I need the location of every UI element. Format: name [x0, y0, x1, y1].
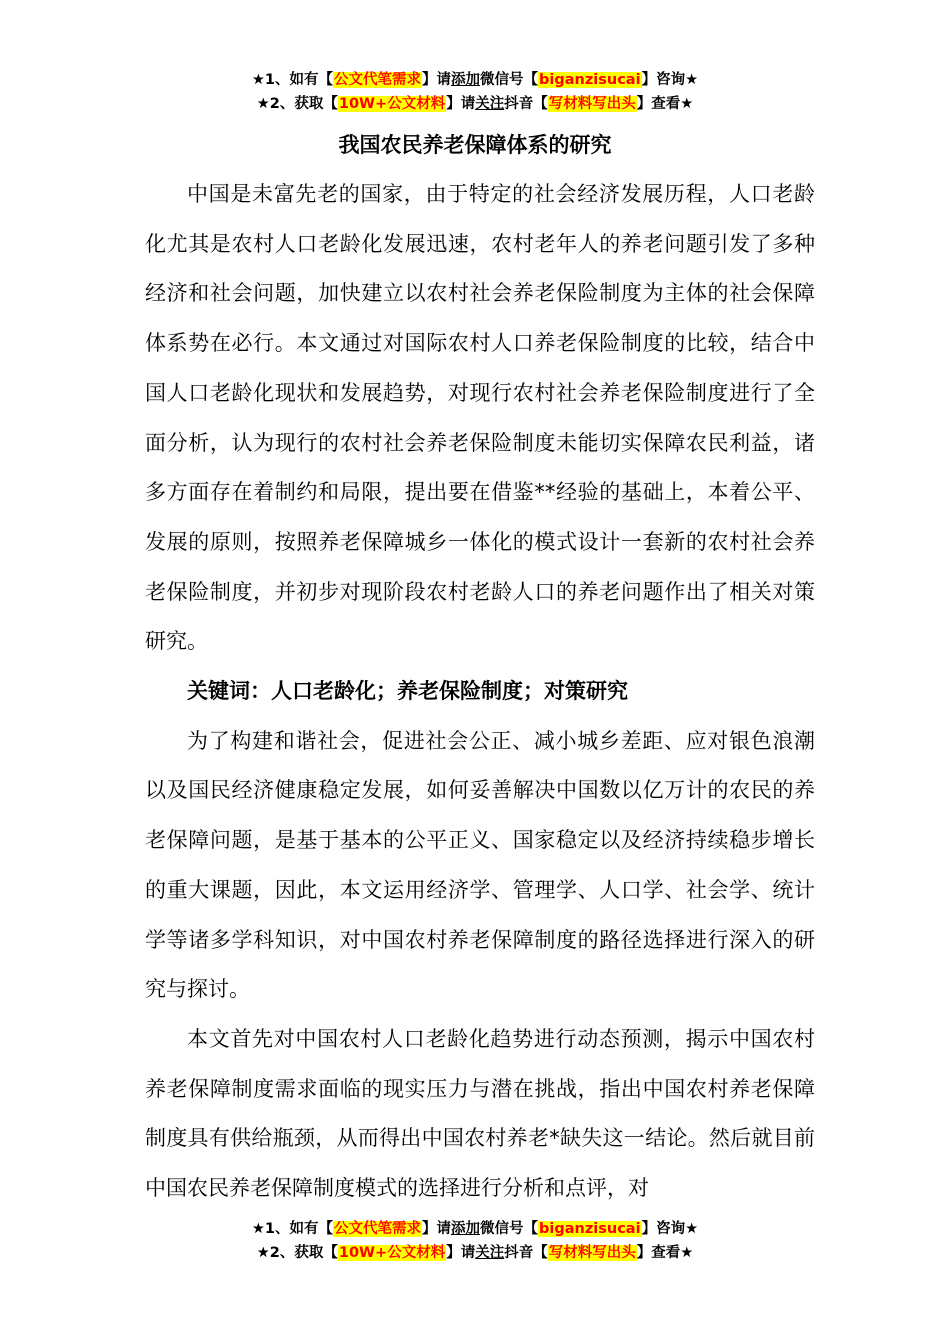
promo-highlight: 10W+公文材料 [338, 1245, 446, 1261]
promo-line-2: ★2、获取【10W+公文材料】请关注抖音【写材料写出头】查看★ [256, 96, 694, 112]
footer-promo-banner [0, 1217, 950, 1265]
promo-wechat-id: biganzisucai [539, 72, 641, 88]
promo-line-1: ★1、如有【公文代笔需求】请添加微信号【biganzisucai】咨询★ [251, 72, 699, 88]
promo-wechat-id: biganzisucai [539, 1221, 641, 1237]
keywords-line: 关键词：人口老龄化；养老保险制度；对策研究 [187, 679, 628, 704]
abstract-paragraph: 中国是未富先老的国家，由于特定的社会经济发展历程，人口老龄化尤其是农村人口老龄化发展迅速，农村老年人的养老问题引发了多种经济和社会问题，加快建立以农村社会养老保险制度为主体的社会保障体系势在必行。本文通过对国际农村人口养老保险制度的比较，结合中国人口老龄化现状和发展趋势，对现行农村社会养老保险制度进行了全面分析，认为现行的农村社会养老保险制度未能切实保障农民利益，诸多方面存在着制约和局限，提出要在借鉴**经验的基础上，本着公平、发展的原则，按照养老保障城乡一体化的模式设计一套新的农村社会养老保险制度，并初步对现阶段农村老龄人口的养老问题作出了相关对策研究。 [145, 182, 815, 654]
body-paragraph: 为了构建和谐社会，促进社会公正、减小城乡差距、应对银色浪潮以及国民经济健康稳定发展，如何妥善解决中国数以亿万计的农民的养老保障问题，是基于基本的公平正义、国家稳定以及经济持续稳步增长的重大课题，因此，本文运用经济学、管理学、人口学、社会学、统计学等诸多学科知识，对中国农村养老保障制度的路径选择进行深入的研究与探讨。 [145, 728, 815, 1002]
promo-line-2: ★2、获取【10W+公文材料】请关注抖音【写材料写出头】查看★ [256, 1245, 694, 1261]
promo-douyin-account: 写材料写出头 [548, 96, 636, 112]
document-title: 我国农民养老保障体系的研究 [338, 133, 612, 157]
promo-highlight: 10W+公文材料 [338, 96, 446, 112]
promo-highlight: 公文代笔需求 [334, 1221, 422, 1237]
promo-line-1: ★1、如有【公文代笔需求】请添加微信号【biganzisucai】咨询★ [251, 1221, 699, 1237]
document-body [145, 170, 815, 1214]
promo-douyin-account: 写材料写出头 [548, 1245, 636, 1261]
body-paragraph: 本文首先对中国农村人口老龄化趋势进行动态预测，揭示中国农村养老保障制度需求面临的现实压力与潜在挑战，指出中国农村养老保障制度具有供给瓶颈，从而得出中国农村养老*缺失这一结论。然后就目前中国农民养老保障制度模式的选择进行分析和点评，对 [145, 1026, 815, 1201]
promo-highlight: 公文代笔需求 [334, 72, 422, 88]
header-promo-banner [0, 68, 950, 116]
